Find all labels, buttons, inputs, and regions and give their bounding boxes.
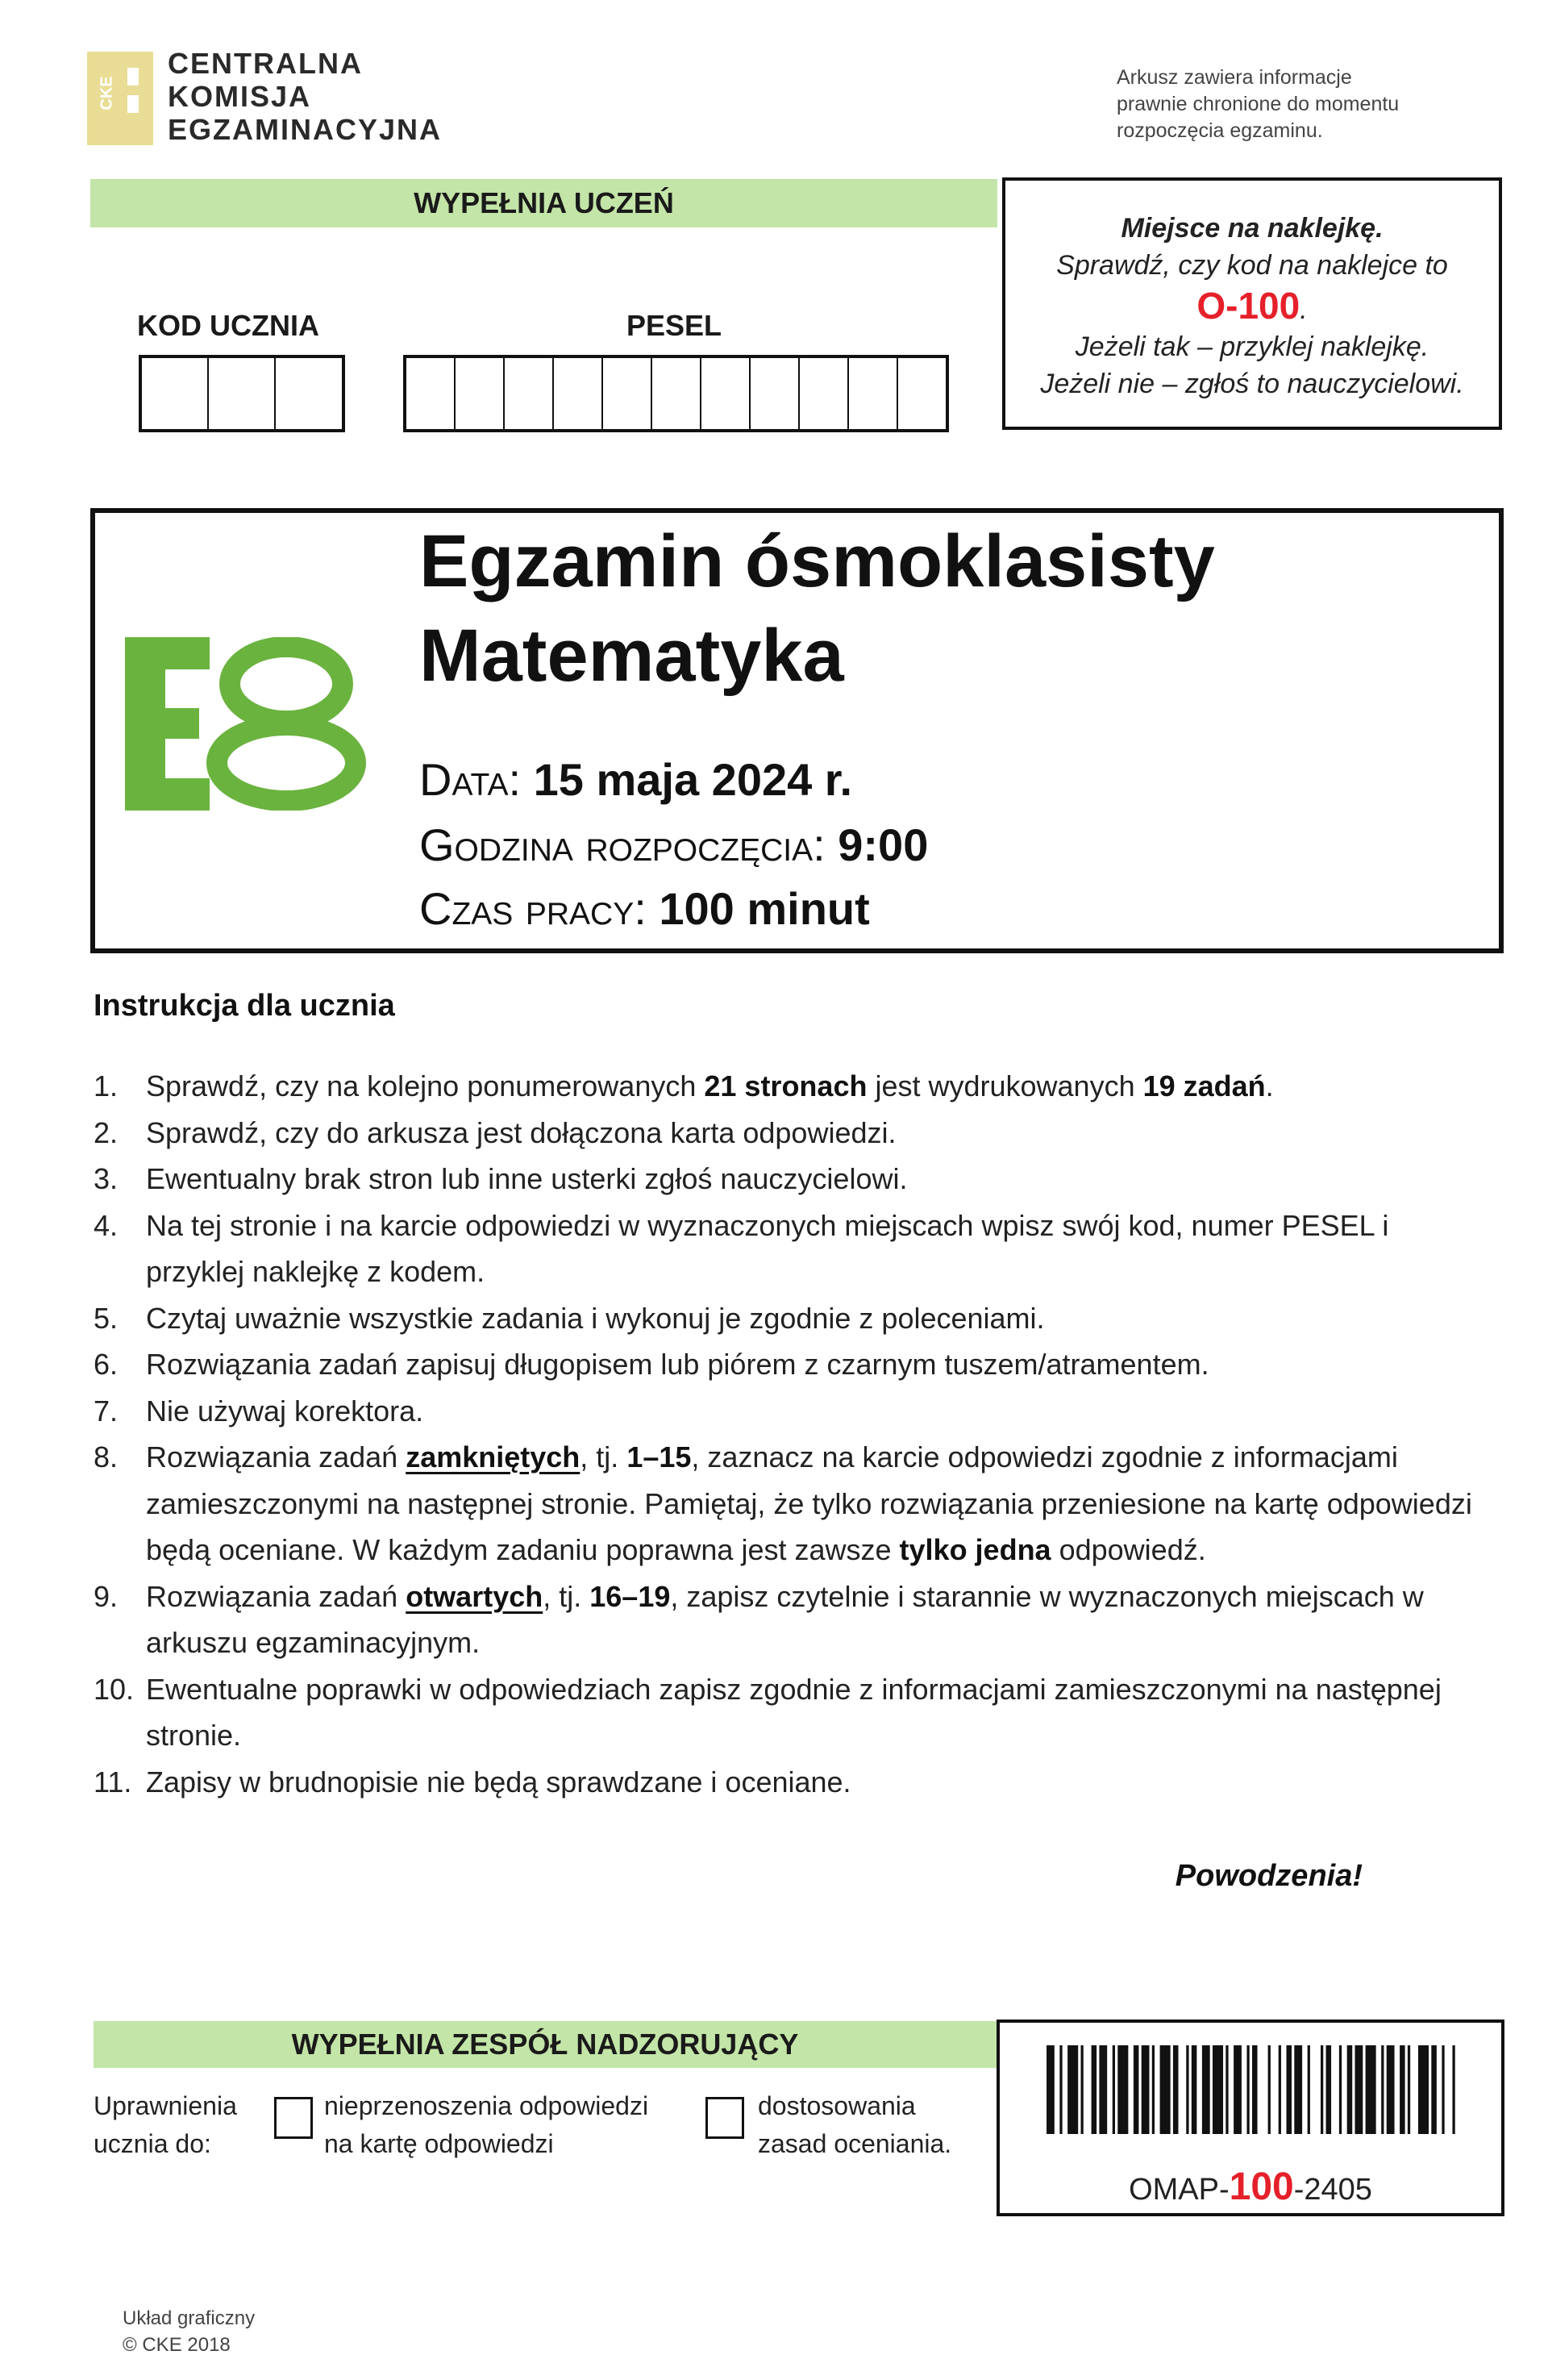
legal-note-line-1: Arkusz zawiera informacje [1117, 66, 1352, 89]
barcode-bar [1252, 2045, 1258, 2134]
exam-title: Egzamin ósmoklasisty [419, 520, 1215, 602]
instruction-number: 7. [94, 1394, 119, 1428]
exam-start-label: Godzina rozpoczęcia: [419, 819, 826, 870]
e8-logo-icon [125, 637, 367, 811]
instruction-number: 8. [94, 1440, 119, 1473]
barcode-bar [1308, 2045, 1310, 2134]
checkbox-no-transfer[interactable] [274, 2097, 313, 2139]
barcode-bar [1287, 2045, 1292, 2134]
instruction-item [94, 1063, 1480, 1110]
barcode-bar [1152, 2045, 1155, 2134]
barcode-bar [1117, 2045, 1128, 2134]
instruction-text: Nie używaj korektora. [146, 1394, 424, 1428]
kod-ucznia-label: KOD UCZNIA [137, 309, 319, 342]
instruction-text: Czytaj uważnie wszystkie zadania i wykonuj je zgodnie z poleceniami. [146, 1301, 1045, 1335]
sticker-code: O-100 [1196, 285, 1300, 327]
instruction-number: 5. [94, 1301, 119, 1335]
barcode-bar [1059, 2045, 1062, 2134]
footer-note [123, 2305, 255, 2358]
exam-duration-label: Czas pracy: [419, 883, 647, 934]
logo-name-line-3: EGZAMINACYJNA [168, 113, 443, 146]
pesel-box[interactable] [406, 358, 456, 429]
pesel-box[interactable] [800, 358, 849, 429]
supervisors-section-bar: WYPEŁNIA ZESPÓŁ NADZORUJĄCY [94, 2021, 997, 2068]
legal-note [1117, 65, 1488, 144]
barcode-middle: 100 [1229, 2165, 1294, 2208]
kod-ucznia-boxes[interactable] [139, 355, 345, 432]
instruction-number: 9. [94, 1579, 119, 1613]
sticker-line-2: Jeżeli tak – przyklej naklejkę. [1075, 331, 1429, 362]
barcode-bar [1099, 2045, 1107, 2134]
instruction-item [94, 1759, 1480, 1806]
instruction-item [94, 1573, 1480, 1666]
barcode-bar [1192, 2045, 1197, 2134]
barcode-bar [1113, 2045, 1115, 2134]
instruction-text: 19 zadań [1142, 1069, 1266, 1102]
legal-note-line-2: prawnie chronione do momentu [1117, 93, 1400, 115]
instruction-number: 10. [94, 1672, 135, 1706]
barcode-bar [1067, 2045, 1078, 2134]
barcode-bar [1387, 2045, 1395, 2134]
instruction-text: , tj. [580, 1440, 627, 1473]
barcode-bar [1279, 2045, 1281, 2134]
sticker-area [1002, 177, 1502, 430]
instruction-item [94, 1341, 1480, 1388]
instruction-text: Rozwiązania zadań [146, 1579, 406, 1613]
instruction-item [94, 1388, 1480, 1435]
instruction-text: Sprawdź, czy do arkusza jest dołączona karta odpowiedzi. [146, 1115, 897, 1149]
sticker-line-1: Sprawdź, czy kod na naklejce to [1056, 250, 1448, 281]
instruction-text: Rozwiązania zadań [146, 1440, 406, 1473]
instruction-text: 21 stronach [704, 1069, 868, 1102]
barcode-bar [1134, 2045, 1139, 2134]
barcode-bar [1347, 2045, 1353, 2134]
footer-line-1: Układ graficzny [123, 2307, 256, 2329]
option1-line-1: nieprzenoszenia odpowiedzi [324, 2091, 649, 2120]
checkbox-no-transfer-label [324, 2087, 648, 2163]
instruction-text: Ewentualne poprawki w odpowiedziach zapisz zgodnie z informacjami zamieszczonymi na następnej stronie. [146, 1672, 1442, 1752]
barcode-bar [1142, 2045, 1150, 2134]
instruction-text: , tj. [543, 1579, 590, 1613]
cke-logo-mark [87, 52, 153, 145]
kod-box[interactable] [276, 358, 342, 429]
exam-date-line [419, 752, 852, 808]
option2-line-2: zasad oceniania. [758, 2129, 952, 2158]
checkbox-adjusted-grading[interactable] [705, 2097, 744, 2139]
instruction-item [94, 1295, 1480, 1342]
instruction-item [94, 1434, 1480, 1573]
rights-label-line-2: ucznia do: [94, 2129, 211, 2158]
instruction-number: 2. [94, 1115, 119, 1149]
option2-line-1: dostosowania [758, 2091, 916, 2120]
barcode-suffix: -2405 [1293, 2173, 1372, 2207]
student-section-bar: WYPEŁNIA UCZEŃ [90, 179, 997, 227]
exam-duration-line [419, 881, 870, 937]
rights-label-line-1: Uprawnienia [94, 2091, 237, 2120]
instruction-text: 16–19 [589, 1579, 671, 1613]
exam-subject: Matematyka [419, 615, 844, 697]
barcode-bar [1202, 2045, 1210, 2134]
pesel-box[interactable] [701, 358, 751, 429]
pesel-label: PESEL [626, 309, 722, 342]
footer-line-2: © CKE 2018 [123, 2334, 231, 2356]
barcode-bar [1381, 2045, 1384, 2134]
barcode-prefix: OMAP- [1129, 2173, 1230, 2207]
checkbox-adjusted-grading-label [758, 2087, 951, 2163]
instruction-item [94, 1110, 1480, 1157]
pesel-box[interactable] [505, 358, 554, 429]
barcode-bar [1339, 2045, 1342, 2134]
barcode-bar [1418, 2045, 1429, 2134]
barcode-bar [1366, 2045, 1376, 2134]
barcode-bar [1268, 2045, 1271, 2134]
instruction-text: , zaznacz na karcie odpowiedzi zgodnie z informacjami zamieszczonymi na następnej stronie. Pamiętaj, że tylko rozwiązania przeniesione na kartę odpowiedzi będą oceniane. W każdym zadaniu poprawna jest zawsze [146, 1440, 1472, 1566]
logo-name-line-1: CENTRALNA [168, 47, 363, 80]
barcode-bar [1408, 2045, 1410, 2134]
barcode-box [997, 2019, 1504, 2216]
barcode-bar [1092, 2045, 1097, 2134]
sticker-line-3: Jeżeli nie – zgłoś to nauczycielowi. [1040, 369, 1464, 399]
sticker-code-suffix: . [1300, 294, 1308, 325]
barcode-bar [1442, 2045, 1444, 2134]
instruction-number: 11. [94, 1765, 132, 1799]
instruction-text: Na tej stronie i na karcie odpowiedzi w wyznaczonych miejscach wpisz swój kod, numer PESEL i przyklej naklejkę z kodem. [146, 1208, 1389, 1288]
barcode-bar [1186, 2045, 1188, 2134]
barcode-bar [1160, 2045, 1171, 2134]
option1-line-2: na kartę odpowiedzi [324, 2129, 554, 2158]
barcode-bar [1321, 2045, 1323, 2134]
instruction-text: jest wydrukowanych [867, 1069, 1143, 1102]
instruction-item [94, 1203, 1480, 1295]
rights-label [94, 2087, 237, 2163]
barcode-number [1000, 2165, 1501, 2209]
barcode-bar [1047, 2045, 1055, 2134]
instruction-item [94, 1666, 1480, 1759]
instruction-text: odpowiedź. [1051, 1533, 1206, 1566]
barcode-bar [1452, 2045, 1454, 2134]
instruction-text: Zapisy w brudnopisie nie będą sprawdzane i oceniane. [146, 1765, 851, 1799]
kod-box[interactable] [142, 358, 209, 429]
instruction-number: 1. [94, 1069, 119, 1102]
exam-date-value: 15 maja 2024 r. [533, 754, 853, 805]
exam-date-label: Data: [419, 754, 522, 805]
instruction-text: Sprawdź, czy na kolejno ponumerowanych [146, 1069, 705, 1102]
barcode-bar [1226, 2045, 1228, 2134]
barcode-bar [1081, 2045, 1084, 2134]
instruction-text: Rozwiązania zadań zapisuj długopisem lub piórem z czarnym tuszem/atramentem. [146, 1348, 1209, 1381]
barcode-icon [1047, 2045, 1458, 2134]
instruction-text: Ewentualny brak stron lub inne usterki zgłoś nauczycielowi. [146, 1162, 908, 1195]
instruction-text: . [1265, 1069, 1274, 1102]
good-luck-text: Powodzenia! [1175, 1859, 1363, 1893]
exam-duration-value: 100 minut [659, 883, 870, 934]
barcode-bar [1355, 2045, 1363, 2134]
legal-note-line-3: rozpoczęcia egzaminu. [1117, 119, 1323, 142]
instruction-text: , zapisz czytelnie i starannie w wyznaczonych miejscach w arkuszu egzaminacyjnym. [146, 1579, 1424, 1659]
instructions-heading: Instrukcja dla ucznia [94, 989, 395, 1023]
barcode-bar [1173, 2045, 1179, 2134]
exam-start-line [419, 817, 928, 873]
sticker-title: Miejsce na naklejkę. [1121, 213, 1384, 244]
pesel-box[interactable] [554, 358, 603, 429]
barcode-bar [1213, 2045, 1223, 2134]
instruction-number: 6. [94, 1348, 119, 1381]
cke-logo-letters: CKE [98, 76, 116, 110]
instruction-number: 4. [94, 1208, 119, 1242]
instruction-text: tylko jedna [899, 1533, 1051, 1566]
barcode-bar [1294, 2045, 1302, 2134]
pesel-box[interactable] [603, 358, 652, 429]
instruction-number: 3. [94, 1162, 119, 1195]
instruction-item [94, 1156, 1480, 1203]
instruction-text: zamkniętych [406, 1440, 580, 1473]
barcode-bar [1246, 2045, 1249, 2134]
pesel-boxes[interactable] [403, 355, 949, 432]
pesel-box[interactable] [456, 358, 505, 429]
instructions-list [94, 1063, 1480, 1805]
pesel-box[interactable] [898, 358, 946, 429]
pesel-box[interactable] [751, 358, 800, 429]
barcode-bar [1400, 2045, 1405, 2134]
barcode-bar [1431, 2045, 1437, 2134]
cke-logo-name [168, 47, 442, 146]
kod-box[interactable] [209, 358, 276, 429]
instruction-text: otwartych [406, 1579, 543, 1613]
logo-name-line-2: KOMISJA [168, 80, 312, 113]
instruction-text: 1–15 [626, 1440, 692, 1473]
barcode-bar [1326, 2045, 1332, 2134]
pesel-box[interactable] [652, 358, 701, 429]
barcode-bar [1234, 2045, 1242, 2134]
pesel-box[interactable] [849, 358, 898, 429]
exam-start-value: 9:00 [838, 819, 929, 870]
